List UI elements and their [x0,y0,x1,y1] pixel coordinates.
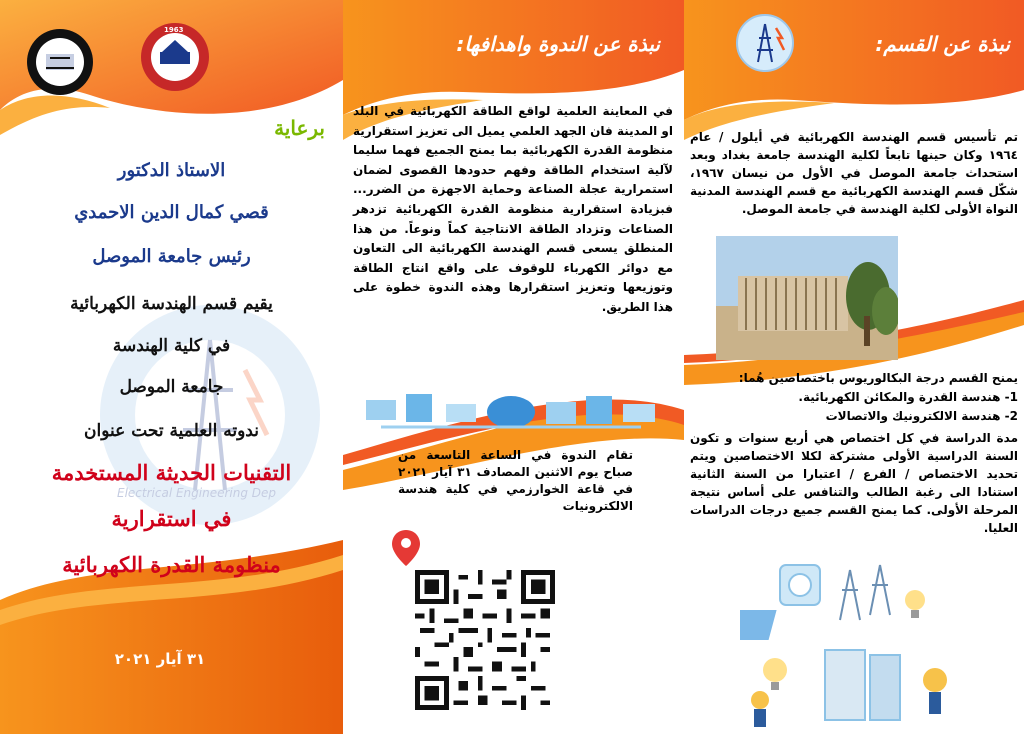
degree-1: 1- هندسة القدرة والمكائن الكهربائية. [798,390,1018,404]
dept-line: يقيم قسم الهندسة الكهربائية [70,294,273,314]
person-role: رئيس جامعة الموصل [92,246,251,267]
college-logo [140,22,210,92]
network-illustration [361,382,661,442]
topic-line-2: في استقرارية [111,506,232,531]
department-building-photo [716,236,898,360]
degrees-intro: يمنح القسم درجة البكالوريوس باختصاصين هُما: [738,371,1018,385]
prof-title: الاستاذ الدكتور [117,160,226,181]
watermark-text: Electrical Engineering Dep [117,486,277,500]
department-history: تم تأسيس قسم الهندسة الكهربائية في أيلول / عام ١٩٦٤ وكان حينها تابعاً لكلية الهندسة جامعة بغداد وبعد استحداث جامعة الموصل في الأول من نيسان ١٩٦٧، شكّل قسم الهندسة الكهربائية مع قسم الهندسة المدنية النواة الأولى لكلية الهندسة في جامعة الموصل. [690,130,1018,216]
topic-line-1: التقنيات الحديثة المستخدمة [51,460,292,485]
electrical-work-illustration [740,560,968,730]
person-name: قصي كمال الدين الاحمدي [74,202,269,223]
department-logo [736,14,794,72]
seminar-body: في المعاينة العلمية لواقع الطاقة الكهربائية في البلد او المدينة فان الجهد العلمي يميل الى تعزيز استقرارية منظومة القدرة الكهربائية بما يمنح الجميع فهما سليما لآلية استخدام الطاقة وفهم حدودها القصوى لضمان استمرارية عجلة الصناعة وحماية الاجهزة من الضرر... فبزيادة استقرارية منظومة القدرة الكهربائية تزدهر الصناعات وتزداد الطاقة الانتاجية كماً ونوعاً. من هذا المنطلق يسعى قسم الهندسة الكهربائية الى التعاون مع دوائر الكهرباء للوقوف على واقع انتاج الطاقة وتوزيعها وتعزيز استقرارها وهذه الندوة خطوة على هذا الطريق. [353,104,673,314]
patronage-label: برعاية [274,116,325,140]
qr-code [415,570,555,710]
seminar-title: نبذة عن الندوة واهدافها: [456,32,660,56]
watermark-logo [95,300,325,530]
seminar-schedule: تقام الندوة في الساعة التاسعة من صباح يوم الاثنين المصادف ٣١ آيار ٢٠٢١ في قاعة الخوارزمي في كلية هندسة الالكترونيات [398,448,633,513]
location-pin-icon [391,528,421,568]
university-logo [26,28,94,96]
topic-line-3: منظومة القدرة الكهربائية [62,552,281,577]
seminar-panel [343,0,684,734]
study-details: مدة الدراسة في كل اختصاص هي أربع سنوات و تكون السنة الدراسية الأولى مشتركة لكلا الاختصاصين ويتم تحديد الاختصاص / الفرع / اعتبارا من السنة الثانية استنادا الى رغبة الطالب والتنافس على أساس نتيجة المرحلة الأولى. كما يمنح القسم جميع درجات الدراسات العليا. [690,431,1018,535]
seminar-date: ٣١ آيار ٢٠٢١ [114,650,206,668]
department-panel [684,0,1024,734]
university-line: جامعة الموصل [119,377,224,397]
department-title: نبذة عن القسم: [875,32,1010,56]
degree-2: 2- هندسة الالكترونيك والاتصالات [825,409,1018,423]
college-logo-year: 1963 [164,26,184,34]
cover-panel [0,0,343,734]
college-line: في كلية الهندسة [112,336,231,356]
seminar-line: ندوته العلمية تحت عنوان [84,421,259,441]
